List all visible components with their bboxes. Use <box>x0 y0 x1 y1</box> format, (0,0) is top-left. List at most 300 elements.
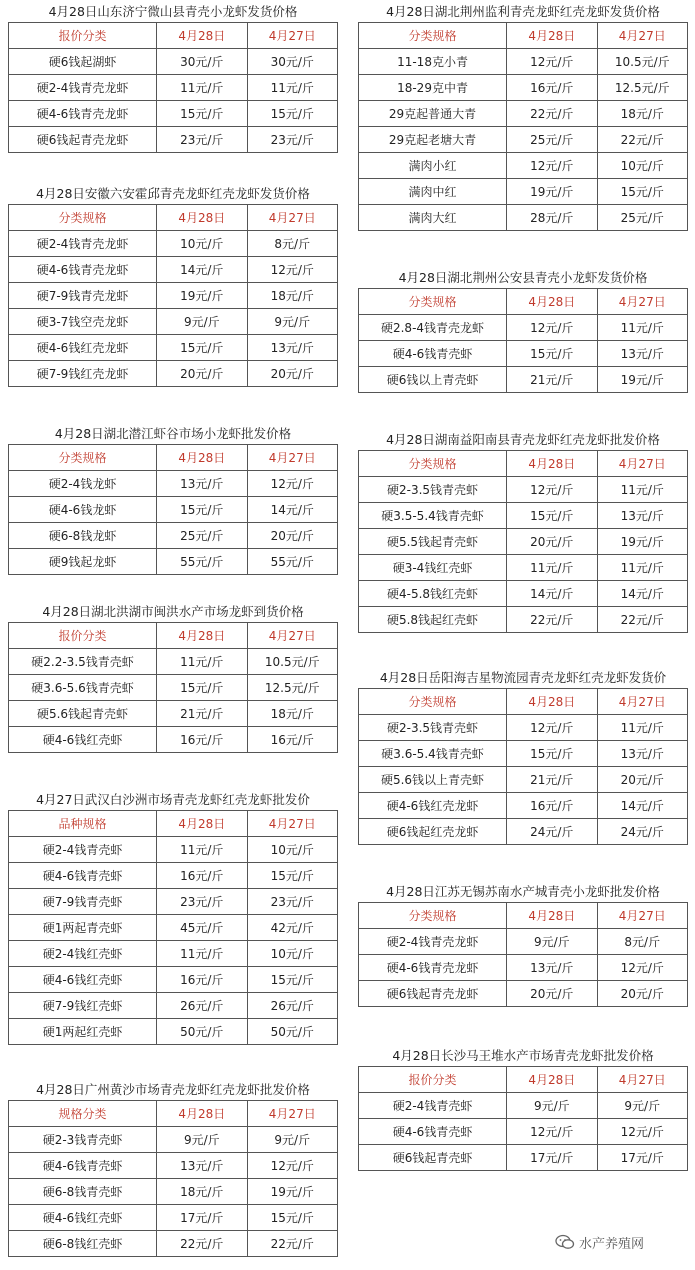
column-header: 分类规格 <box>9 205 157 231</box>
spec-cell: 11-18克小青 <box>359 49 507 75</box>
price-table-block <box>358 268 688 393</box>
price-cell: 22元/斤 <box>507 101 597 127</box>
price-cell: 15元/斤 <box>507 503 597 529</box>
spec-cell: 硬4-6钱青壳龙虾 <box>9 101 157 127</box>
price-cell: 10元/斤 <box>247 837 337 863</box>
spec-cell: 硬4-6钱青壳虾 <box>359 341 507 367</box>
price-cell: 14元/斤 <box>157 257 247 283</box>
table-row <box>9 49 338 75</box>
price-table-block <box>8 424 338 575</box>
spec-cell: 硬6钱以上青壳虾 <box>359 367 507 393</box>
price-cell: 30元/斤 <box>247 49 337 75</box>
spec-cell: 满肉大红 <box>359 205 507 231</box>
table-header-row <box>9 205 338 231</box>
table-row <box>359 981 688 1007</box>
table-row <box>9 471 338 497</box>
price-cell: 10.5元/斤 <box>247 649 337 675</box>
table-row <box>359 341 688 367</box>
table-row <box>359 367 688 393</box>
price-cell: 23元/斤 <box>247 889 337 915</box>
table-title: 4月28日湖北潜江虾谷市场小龙虾批发价格 <box>54 426 292 441</box>
table-title: 4月28日湖北荆州公安县青壳小龙虾发货价格 <box>398 270 648 285</box>
price-table <box>358 22 688 231</box>
price-cell: 9元/斤 <box>247 1127 337 1153</box>
table-title: 4月28日山东济宁微山县青壳小龙虾发货价格 <box>48 4 298 19</box>
price-table-block <box>8 1080 338 1257</box>
spec-cell: 硬7-9钱红壳龙虾 <box>9 361 157 387</box>
price-cell: 50元/斤 <box>157 1019 247 1045</box>
price-cell: 18元/斤 <box>247 283 337 309</box>
price-cell: 9元/斤 <box>247 309 337 335</box>
spec-cell: 硬7-9钱红壳虾 <box>9 993 157 1019</box>
table-header-row <box>9 811 338 837</box>
table-row <box>9 889 338 915</box>
price-cell: 8元/斤 <box>597 929 687 955</box>
table-title: 4月28日长沙马王堆水产市场青壳龙虾批发价格 <box>392 1048 654 1063</box>
spec-cell: 硬4-6钱青壳虾 <box>9 1153 157 1179</box>
price-cell: 19元/斤 <box>247 1179 337 1205</box>
price-cell: 14元/斤 <box>247 497 337 523</box>
spec-cell: 硬5.6钱起青壳虾 <box>9 701 157 727</box>
column-header: 分类规格 <box>359 689 507 715</box>
price-cell: 12元/斤 <box>507 1119 597 1145</box>
table-row <box>359 127 688 153</box>
column-header: 4月28日 <box>157 23 247 49</box>
column-header: 4月28日 <box>507 903 597 929</box>
table-row <box>9 837 338 863</box>
watermark-text: 水产养殖网 <box>579 1236 645 1252</box>
column-header: 报价分类 <box>9 623 157 649</box>
price-table <box>8 1100 338 1257</box>
price-cell: 11元/斤 <box>157 941 247 967</box>
spec-cell: 硬4-6钱青壳虾 <box>9 863 157 889</box>
table-row <box>359 819 688 845</box>
table-title: 4月28日江苏无锡苏南水产城青壳小龙虾批发价格 <box>386 884 660 899</box>
price-cell: 9元/斤 <box>597 1093 687 1119</box>
spec-cell: 满肉小红 <box>359 153 507 179</box>
spec-cell: 硬4-6钱青壳虾 <box>359 1119 507 1145</box>
spec-cell: 硬2-4钱青壳虾 <box>359 1093 507 1119</box>
spec-cell: 29克起老塘大青 <box>359 127 507 153</box>
table-row <box>359 715 688 741</box>
price-cell: 16元/斤 <box>157 727 247 753</box>
spec-cell: 硬6-8钱龙虾 <box>9 523 157 549</box>
spec-cell: 硬2-4钱青壳龙虾 <box>9 231 157 257</box>
spec-cell: 硬4-6钱龙虾 <box>9 497 157 523</box>
table-row <box>9 941 338 967</box>
table-row <box>359 793 688 819</box>
price-cell: 17元/斤 <box>507 1145 597 1171</box>
table-row <box>9 967 338 993</box>
price-cell: 10.5元/斤 <box>597 49 687 75</box>
table-row <box>359 1093 688 1119</box>
price-cell: 12元/斤 <box>507 153 597 179</box>
column-header: 4月28日 <box>507 689 597 715</box>
spec-cell: 硬3-4钱红壳虾 <box>359 555 507 581</box>
spec-cell: 硬5.6钱以上青壳虾 <box>359 767 507 793</box>
table-row <box>359 529 688 555</box>
spec-cell: 硬5.5钱起青壳虾 <box>359 529 507 555</box>
column-header: 分类规格 <box>359 23 507 49</box>
spec-cell: 硬4-6钱青壳龙虾 <box>359 955 507 981</box>
spec-cell: 硬3.5-5.4钱青壳虾 <box>359 503 507 529</box>
watermark <box>555 1232 644 1252</box>
spec-cell: 硬6钱起红壳龙虾 <box>359 819 507 845</box>
price-cell: 45元/斤 <box>157 915 247 941</box>
price-cell: 20元/斤 <box>157 361 247 387</box>
spec-cell: 硬2.2-3.5钱青壳虾 <box>9 649 157 675</box>
price-table-block <box>358 1046 688 1171</box>
price-cell: 23元/斤 <box>157 127 247 153</box>
price-cell: 15元/斤 <box>247 101 337 127</box>
table-row <box>9 283 338 309</box>
table-row <box>9 649 338 675</box>
column-header: 分类规格 <box>9 445 157 471</box>
price-table <box>358 902 688 1007</box>
price-table <box>358 450 688 633</box>
price-cell: 15元/斤 <box>157 675 247 701</box>
price-cell: 15元/斤 <box>507 741 597 767</box>
price-cell: 19元/斤 <box>507 179 597 205</box>
spec-cell: 硬6钱起青壳龙虾 <box>9 127 157 153</box>
column-header: 4月28日 <box>157 811 247 837</box>
column-header: 4月28日 <box>157 205 247 231</box>
table-header-row <box>359 903 688 929</box>
column-header: 4月28日 <box>507 1067 597 1093</box>
table-row <box>359 955 688 981</box>
price-cell: 23元/斤 <box>247 127 337 153</box>
column-header: 4月28日 <box>507 289 597 315</box>
price-cell: 16元/斤 <box>157 863 247 889</box>
spec-cell: 硬7-9钱青壳虾 <box>9 889 157 915</box>
table-row <box>9 727 338 753</box>
table-row <box>9 101 338 127</box>
price-cell: 30元/斤 <box>157 49 247 75</box>
price-cell: 9元/斤 <box>157 1127 247 1153</box>
spec-cell: 硬4-6钱红壳虾 <box>9 727 157 753</box>
column-header: 报价分类 <box>9 23 157 49</box>
price-cell: 18元/斤 <box>157 1179 247 1205</box>
price-cell: 19元/斤 <box>597 367 687 393</box>
table-title: 4月28日岳阳海吉星物流园青壳龙虾红壳龙虾发货价 <box>379 670 667 685</box>
price-cell: 12元/斤 <box>247 471 337 497</box>
table-row <box>359 929 688 955</box>
column-header: 规格分类 <box>9 1101 157 1127</box>
table-header-row <box>9 1101 338 1127</box>
column-header: 4月28日 <box>507 451 597 477</box>
table-header-row <box>359 689 688 715</box>
price-cell: 12.5元/斤 <box>597 75 687 101</box>
spec-cell: 硬2-3.5钱青壳虾 <box>359 477 507 503</box>
price-table <box>358 688 688 845</box>
table-title: 4月28日广州黄沙市场青壳龙虾红壳龙虾批发价格 <box>36 1082 310 1097</box>
price-cell: 13元/斤 <box>597 341 687 367</box>
table-row <box>9 231 338 257</box>
table-row <box>9 549 338 575</box>
price-cell: 15元/斤 <box>247 863 337 889</box>
table-row <box>359 741 688 767</box>
column-header: 分类规格 <box>359 903 507 929</box>
spec-cell: 硬3.6-5.4钱青壳虾 <box>359 741 507 767</box>
price-cell: 28元/斤 <box>507 205 597 231</box>
column-header: 4月27日 <box>597 289 687 315</box>
table-row <box>359 75 688 101</box>
price-cell: 12.5元/斤 <box>247 675 337 701</box>
price-cell: 25元/斤 <box>597 205 687 231</box>
column-header: 4月27日 <box>597 23 687 49</box>
table-row <box>359 607 688 633</box>
column-header: 4月27日 <box>597 689 687 715</box>
column-header: 4月28日 <box>507 23 597 49</box>
price-cell: 15元/斤 <box>247 1205 337 1231</box>
price-table <box>358 288 688 393</box>
spec-cell: 硬2-4钱龙虾 <box>9 471 157 497</box>
price-cell: 23元/斤 <box>157 889 247 915</box>
price-cell: 26元/斤 <box>157 993 247 1019</box>
column-header: 分类规格 <box>359 451 507 477</box>
spec-cell: 硬2-3.5钱青壳虾 <box>359 715 507 741</box>
table-row <box>9 1179 338 1205</box>
price-cell: 17元/斤 <box>157 1205 247 1231</box>
wechat-icon <box>555 1234 575 1250</box>
price-cell: 17元/斤 <box>597 1145 687 1171</box>
column-header: 分类规格 <box>359 289 507 315</box>
table-row <box>359 1119 688 1145</box>
price-table-block <box>8 184 338 387</box>
table-title: 4月28日安徽六安霍邱青壳龙虾红壳龙虾发货价格 <box>36 186 310 201</box>
price-table <box>8 204 338 387</box>
price-cell: 55元/斤 <box>247 549 337 575</box>
table-title: 4月28日湖北荆州监利青壳龙虾红壳龙虾发货价格 <box>386 4 660 19</box>
price-cell: 15元/斤 <box>507 341 597 367</box>
column-header: 4月27日 <box>597 451 687 477</box>
price-cell: 18元/斤 <box>247 701 337 727</box>
price-cell: 16元/斤 <box>507 793 597 819</box>
table-row <box>9 993 338 1019</box>
spec-cell: 硬4-6钱红壳龙虾 <box>359 793 507 819</box>
spec-cell: 硬6-8钱青壳虾 <box>9 1179 157 1205</box>
spec-cell: 硬4-6钱红壳虾 <box>9 967 157 993</box>
table-row <box>9 1153 338 1179</box>
spec-cell: 硬1两起红壳虾 <box>9 1019 157 1045</box>
price-table-block <box>8 602 338 753</box>
spec-cell: 硬3.6-5.6钱青壳虾 <box>9 675 157 701</box>
price-cell: 24元/斤 <box>507 819 597 845</box>
spec-cell: 硬2-4钱青壳龙虾 <box>359 929 507 955</box>
price-cell: 19元/斤 <box>157 283 247 309</box>
price-cell: 22元/斤 <box>597 607 687 633</box>
spec-cell: 硬9钱起龙虾 <box>9 549 157 575</box>
column-header: 4月27日 <box>597 1067 687 1093</box>
price-cell: 25元/斤 <box>507 127 597 153</box>
column-header: 4月27日 <box>247 205 337 231</box>
table-row <box>359 153 688 179</box>
price-cell: 11元/斤 <box>507 555 597 581</box>
price-cell: 20元/斤 <box>507 529 597 555</box>
price-cell: 10元/斤 <box>597 153 687 179</box>
spec-cell: 硬2-4钱青壳龙虾 <box>9 75 157 101</box>
table-row <box>359 581 688 607</box>
price-cell: 21元/斤 <box>157 701 247 727</box>
price-cell: 19元/斤 <box>597 529 687 555</box>
price-cell: 15元/斤 <box>247 967 337 993</box>
column-header: 4月27日 <box>247 445 337 471</box>
table-row <box>9 361 338 387</box>
price-cell: 12元/斤 <box>507 49 597 75</box>
column-header: 品种规格 <box>9 811 157 837</box>
table-row <box>9 75 338 101</box>
price-cell: 18元/斤 <box>597 101 687 127</box>
price-table-block <box>358 430 688 633</box>
price-cell: 12元/斤 <box>247 257 337 283</box>
price-cell: 11元/斤 <box>157 649 247 675</box>
price-cell: 20元/斤 <box>597 767 687 793</box>
spec-cell: 硬2.8-4钱青壳龙虾 <box>359 315 507 341</box>
spec-cell: 硬2-3钱青壳虾 <box>9 1127 157 1153</box>
price-cell: 13元/斤 <box>597 503 687 529</box>
table-row <box>359 767 688 793</box>
column-header: 4月28日 <box>157 623 247 649</box>
spec-cell: 硬2-4钱青壳虾 <box>9 837 157 863</box>
price-cell: 9元/斤 <box>157 309 247 335</box>
table-row <box>359 477 688 503</box>
price-cell: 14元/斤 <box>507 581 597 607</box>
table-header-row <box>9 623 338 649</box>
price-cell: 12元/斤 <box>507 477 597 503</box>
table-row <box>9 1205 338 1231</box>
table-row <box>359 49 688 75</box>
price-cell: 10元/斤 <box>247 941 337 967</box>
price-cell: 9元/斤 <box>507 1093 597 1119</box>
table-row <box>9 497 338 523</box>
price-cell: 16元/斤 <box>507 75 597 101</box>
price-cell: 25元/斤 <box>157 523 247 549</box>
column-header: 4月27日 <box>247 1101 337 1127</box>
table-row <box>9 1019 338 1045</box>
column-header: 4月27日 <box>247 623 337 649</box>
table-row <box>9 1127 338 1153</box>
table-header-row <box>9 23 338 49</box>
price-cell: 14元/斤 <box>597 793 687 819</box>
table-header-row <box>359 451 688 477</box>
price-cell: 16元/斤 <box>247 727 337 753</box>
table-title: 4月27日武汉白沙洲市场青壳龙虾红壳龙虾批发价 <box>36 792 310 807</box>
table-row <box>9 915 338 941</box>
price-table-block <box>8 2 338 153</box>
table-row <box>9 257 338 283</box>
price-cell: 22元/斤 <box>597 127 687 153</box>
price-table-block <box>358 668 688 845</box>
price-cell: 12元/斤 <box>507 315 597 341</box>
price-cell: 20元/斤 <box>247 361 337 387</box>
table-header-row <box>359 1067 688 1093</box>
price-cell: 12元/斤 <box>597 955 687 981</box>
price-cell: 21元/斤 <box>507 767 597 793</box>
spec-cell: 硬4-5.8钱红壳虾 <box>359 581 507 607</box>
column-header: 4月27日 <box>247 811 337 837</box>
column-header: 4月28日 <box>157 1101 247 1127</box>
price-cell: 22元/斤 <box>157 1231 247 1257</box>
table-row <box>359 315 688 341</box>
price-cell: 11元/斤 <box>247 75 337 101</box>
price-cell: 15元/斤 <box>157 497 247 523</box>
spec-cell: 18-29克中青 <box>359 75 507 101</box>
price-cell: 12元/斤 <box>247 1153 337 1179</box>
price-table <box>8 22 338 153</box>
table-title: 4月28日湖北洪湖市闽洪水产市场龙虾到货价格 <box>42 604 304 619</box>
price-cell: 12元/斤 <box>597 1119 687 1145</box>
spec-cell: 硬4-6钱红壳龙虾 <box>9 335 157 361</box>
price-table <box>8 444 338 575</box>
price-table-block <box>8 790 338 1045</box>
price-cell: 20元/斤 <box>597 981 687 1007</box>
table-row <box>359 1145 688 1171</box>
table-row <box>359 555 688 581</box>
table-row <box>9 309 338 335</box>
price-cell: 11元/斤 <box>597 555 687 581</box>
spec-cell: 29克起普通大青 <box>359 101 507 127</box>
price-cell: 8元/斤 <box>247 231 337 257</box>
price-cell: 16元/斤 <box>157 967 247 993</box>
price-cell: 14元/斤 <box>597 581 687 607</box>
table-row <box>9 701 338 727</box>
price-cell: 11元/斤 <box>597 715 687 741</box>
price-cell: 13元/斤 <box>157 471 247 497</box>
spec-cell: 硬7-9钱青壳龙虾 <box>9 283 157 309</box>
table-header-row <box>359 289 688 315</box>
spec-cell: 硬6钱起青壳龙虾 <box>359 981 507 1007</box>
column-header: 报价分类 <box>359 1067 507 1093</box>
price-cell: 13元/斤 <box>507 955 597 981</box>
spec-cell: 硬6-8钱红壳虾 <box>9 1231 157 1257</box>
table-row <box>9 523 338 549</box>
table-row <box>359 205 688 231</box>
price-cell: 22元/斤 <box>247 1231 337 1257</box>
price-cell: 9元/斤 <box>507 929 597 955</box>
price-cell: 13元/斤 <box>597 741 687 767</box>
price-cell: 13元/斤 <box>247 335 337 361</box>
column-header: 4月27日 <box>597 903 687 929</box>
price-cell: 12元/斤 <box>507 715 597 741</box>
table-row <box>9 675 338 701</box>
price-cell: 11元/斤 <box>597 315 687 341</box>
price-table <box>8 622 338 753</box>
table-row <box>359 179 688 205</box>
table-header-row <box>9 445 338 471</box>
price-cell: 10元/斤 <box>157 231 247 257</box>
price-cell: 20元/斤 <box>247 523 337 549</box>
price-cell: 20元/斤 <box>507 981 597 1007</box>
price-cell: 26元/斤 <box>247 993 337 1019</box>
price-cell: 50元/斤 <box>247 1019 337 1045</box>
price-cell: 24元/斤 <box>597 819 687 845</box>
price-table-block <box>358 882 688 1007</box>
spec-cell: 硬4-6钱红壳虾 <box>9 1205 157 1231</box>
table-row <box>9 335 338 361</box>
price-cell: 21元/斤 <box>507 367 597 393</box>
price-cell: 15元/斤 <box>597 179 687 205</box>
column-header: 4月28日 <box>157 445 247 471</box>
table-row <box>9 863 338 889</box>
price-cell: 15元/斤 <box>157 335 247 361</box>
column-header: 4月27日 <box>247 23 337 49</box>
price-cell: 42元/斤 <box>247 915 337 941</box>
table-row <box>359 101 688 127</box>
price-cell: 13元/斤 <box>157 1153 247 1179</box>
spec-cell: 硬6钱起湖虾 <box>9 49 157 75</box>
table-row <box>9 1231 338 1257</box>
spec-cell: 硬1两起青壳虾 <box>9 915 157 941</box>
